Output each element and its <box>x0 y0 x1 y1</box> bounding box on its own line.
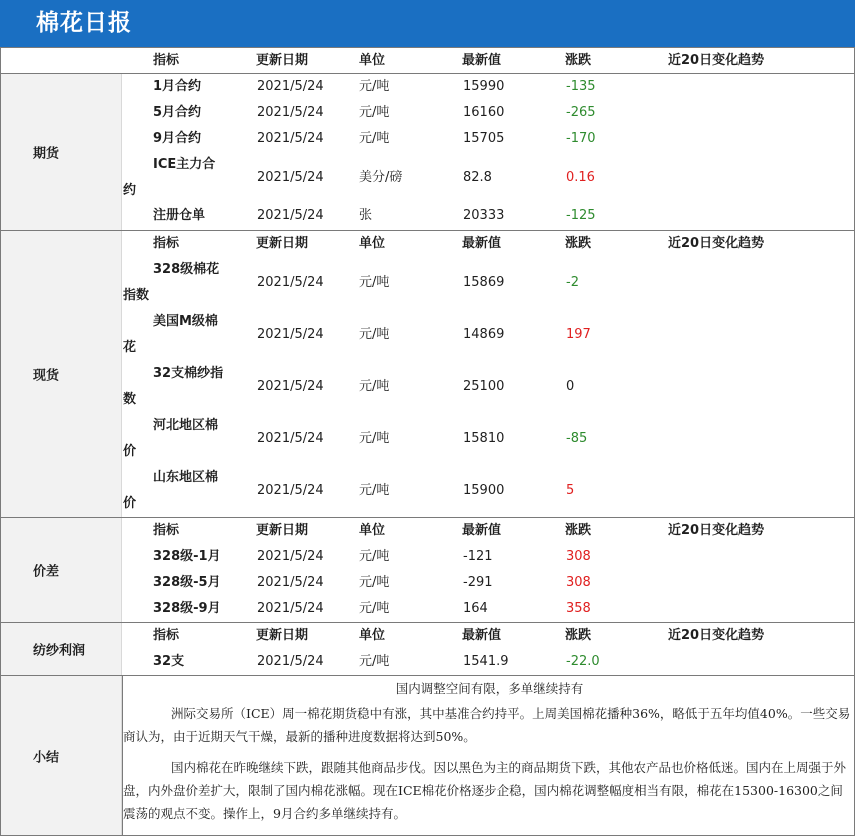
col-latest: 最新值 <box>462 53 502 68</box>
summary-title: 国内调整空间有限，多单继续持有 <box>395 681 584 696</box>
col-date: 更新日期 <box>256 53 309 68</box>
section-summary <box>0 676 855 836</box>
col-unit: 单位 <box>359 53 386 68</box>
col-change: 涨跌 <box>565 53 592 68</box>
section-futures: 期货 1月合约 2021/5/24 元/吨 15990 -135 5月合约 2021/5/24 元/吨 16160 -265 9月合约 2021/5/24 元/吨 15705 -170 ICE主力合 约 2021/5/24 美分/磅 82.8 0.16 注册仓单 2021/5/24 张 20333 -125 <box>0 74 855 231</box>
section-spread: 价差 指标 更新日期 单位 最新值 涨跌 近20日变化趋势 328级-1月 2021/5/24 元/吨 -121 308 328级-5月 2021/5/24 元/吨 -291 308 328级-9月 2021/5/24 元/吨 164 358 <box>0 518 855 623</box>
report-title: 棉花日报 <box>0 0 855 47</box>
category-label: 纺纱利润 <box>33 643 86 659</box>
category-label: 期货 <box>33 146 60 162</box>
col-trend: 近20日变化趋势 <box>668 53 765 68</box>
summary-paragraph: 洲际交易所（ICE）周一棉花期货稳中有涨，其中基准合约持平。上周美国棉花播种36%，略低于五年均值40%。一些交易商认为，由于近期天气干燥，最新的播种进度数据将达到50%。 <box>123 706 851 744</box>
col-indicator: 指标 <box>153 53 180 68</box>
category-label: 小结 <box>33 750 60 765</box>
summary-paragraph: 国内棉花在昨晚继续下跌，跟随其他商品步伐。因以黑色为主的商品期货下跌，其他农产品也价格低迷。国内在上周强于外盘，内外盘价差扩大，限制了国内棉花涨幅。现在ICE棉花价格逐步企稳，国内棉花调整幅度相当有限，棉花在15300-16300之间震荡的观点不变。操作上，9月合约多单继续持有。 <box>123 760 847 821</box>
section-spot: 现货 指标 更新日期 单位 最新值 涨跌 近20日变化趋势 328级棉花 指数 2021/5/24 元/吨 15869 -2 美国M级棉 花 2021/5/24 元/吨 14869 197 32支棉纱指 数 2021/5/24 元/吨 25100 0 河北地区棉 价 2021/5/24 元/吨 15810 -85 山东地区棉 价 2021/5/24 元/吨 15900 5 <box>0 231 855 518</box>
table-column-header <box>0 47 855 74</box>
category-label: 价差 <box>33 564 60 580</box>
summary-text <box>122 676 855 836</box>
section-spinning-profit: 纺纱利润 指标 更新日期 单位 最新值 涨跌 近20日变化趋势 32支 2021/5/24 元/吨 1541.9 -22.0 <box>0 623 855 676</box>
category-label: 现货 <box>33 368 60 384</box>
